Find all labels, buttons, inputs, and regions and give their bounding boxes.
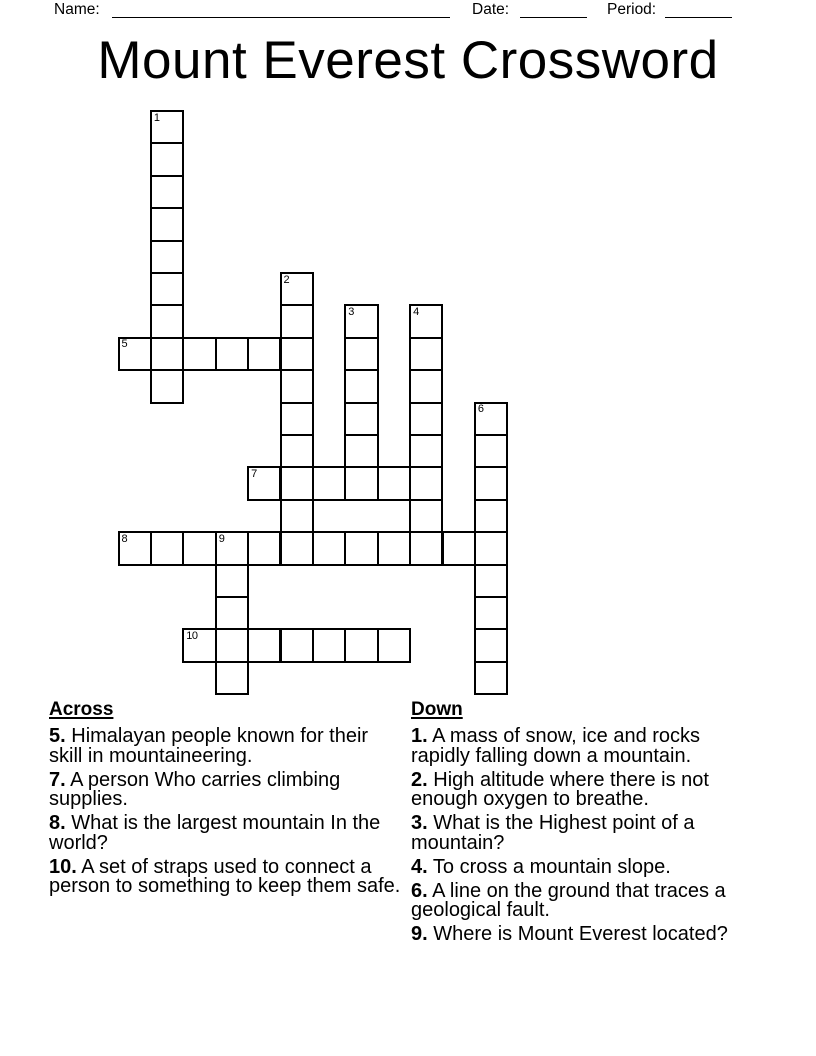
grid-cell[interactable] [312,466,346,500]
grid-cell-number: 4 [413,305,419,318]
period-blank-line[interactable] [665,2,732,18]
grid-cell[interactable] [215,564,249,598]
grid-cell[interactable] [280,402,314,436]
clue-text: Himalayan people known for their skill in mountaineering. [49,725,369,767]
grid-cell[interactable] [150,175,184,209]
clue-text: To cross a mountain slope. [432,855,671,878]
across-heading: Across [49,699,114,720]
clue-text: A line on the ground that traces a geological fault. [411,879,726,921]
grid-cell[interactable] [344,337,378,371]
grid-cell[interactable] [215,596,249,630]
grid-cell[interactable] [118,337,152,371]
date-blank-line[interactable] [520,2,587,18]
grid-cell[interactable] [215,628,249,662]
grid-cell-number: 1 [153,111,160,124]
grid-cell[interactable] [344,531,378,565]
grid-cell[interactable] [344,466,378,500]
grid-cell[interactable] [474,402,508,436]
clue-number: 6. [411,879,428,902]
grid-cell[interactable] [247,628,281,662]
grid-cell-number: 3 [348,305,354,318]
clue-down-1 [411,727,751,766]
grid-cell[interactable] [409,531,443,565]
grid-cell[interactable] [344,402,378,436]
clue-text: A mass of snow, ice and rocks rapidly falling down a mountain. [411,725,701,767]
grid-cell[interactable] [150,240,184,274]
grid-cell[interactable] [247,531,281,565]
clue-text: A set of straps used to connect a person to something to keep them safe. [49,855,401,897]
grid-cell[interactable] [280,272,314,306]
clue-across-8 [49,814,404,853]
grid-cell[interactable] [474,434,508,468]
grid-cell[interactable] [150,272,184,306]
grid-cell[interactable] [474,628,508,662]
grid-cell[interactable] [474,596,508,630]
name-blank-line[interactable] [112,2,450,18]
grid-cell[interactable] [377,466,411,500]
clue-number: 7. [49,768,66,791]
grid-cell[interactable] [118,531,152,565]
grid-cell[interactable] [215,661,249,695]
clue-down-3 [411,814,751,853]
grid-cell[interactable] [150,337,184,371]
grid-cell[interactable] [474,564,508,598]
clue-across-5 [49,727,404,766]
grid-cell[interactable] [280,337,314,371]
grid-cell[interactable] [312,531,346,565]
clue-number: 8. [49,812,66,834]
grid-cell-number: 5 [121,338,128,351]
clue-across-7 [49,768,404,810]
grid-cell[interactable] [150,304,184,338]
clue-text: What is the largest mountain In the world? [49,812,381,854]
clue-number: 10. [49,855,77,878]
grid-cell[interactable] [474,466,508,500]
grid-cell[interactable] [377,628,411,662]
page-title: Mount Everest Crossword [97,31,719,90]
clue-down-2 [411,768,751,810]
grid-cell[interactable] [280,499,314,533]
grid-cell[interactable] [344,369,378,403]
name-label: Name: [54,1,100,18]
down-clues-section [411,700,751,945]
grid-cell[interactable] [182,531,216,565]
clue-number: 3. [411,812,428,834]
grid-cell[interactable] [409,402,443,436]
grid-cell[interactable] [474,499,508,533]
grid-cell-number: 2 [283,273,290,286]
grid-cell[interactable] [247,337,281,371]
grid-cell[interactable] [409,466,443,500]
grid-cell[interactable] [344,434,378,468]
grid-cell[interactable] [377,531,411,565]
grid-cell[interactable] [344,304,378,338]
grid-cell[interactable] [312,628,346,662]
clue-number: 5. [49,725,66,747]
grid-cell[interactable] [182,337,216,371]
grid-cell-number: 10 [186,629,198,642]
clue-number: 2. [411,768,428,791]
grid-cell-number: 7 [251,467,257,480]
grid-cell-number: 8 [121,532,128,545]
grid-cell[interactable] [150,110,184,144]
grid-cell[interactable] [150,207,184,241]
grid-cell[interactable] [280,434,314,468]
grid-cell[interactable] [215,531,249,565]
grid-cell[interactable] [182,628,216,662]
grid-cell-number: 9 [218,532,225,545]
across-clues-section [49,700,404,897]
period-label: Period: [607,1,657,18]
grid-cell[interactable] [409,337,443,371]
grid-cell[interactable] [280,466,314,500]
grid-cell[interactable] [280,531,314,565]
grid-cell[interactable] [215,337,249,371]
grid-cell[interactable] [280,628,314,662]
down-heading: Down [411,699,463,720]
grid-cell[interactable] [409,434,443,468]
clue-text: What is the Highest point of a mountain? [411,812,695,854]
clue-number: 1. [411,725,428,747]
grid-cell[interactable] [409,499,443,533]
grid-cell[interactable] [344,628,378,662]
grid-cell[interactable] [474,531,508,565]
grid-cell[interactable] [409,369,443,403]
clue-across-10 [49,855,404,897]
clue-number: 4. [411,855,428,878]
clue-number: 9. [411,923,428,945]
grid-cell[interactable] [247,466,281,500]
grid-cell[interactable] [150,369,184,403]
grid-cell[interactable] [442,531,476,565]
clue-down-6 [411,879,751,921]
clue-text: High altitude where there is not enough oxygen to breathe. [411,768,709,810]
clue-text: Where is Mount Everest located? [433,923,728,945]
grid-cell[interactable] [150,142,184,176]
grid-cell[interactable] [280,369,314,403]
grid-cell[interactable] [409,304,443,338]
grid-cell-number: 6 [477,403,484,416]
grid-cell[interactable] [150,531,184,565]
clue-down-9 [411,925,751,945]
grid-cell[interactable] [280,304,314,338]
date-label: Date: [472,1,510,18]
clue-text: A person Who carries climbing supplies. [49,768,341,810]
grid-cell[interactable] [474,661,508,695]
clue-down-4 [411,855,751,878]
